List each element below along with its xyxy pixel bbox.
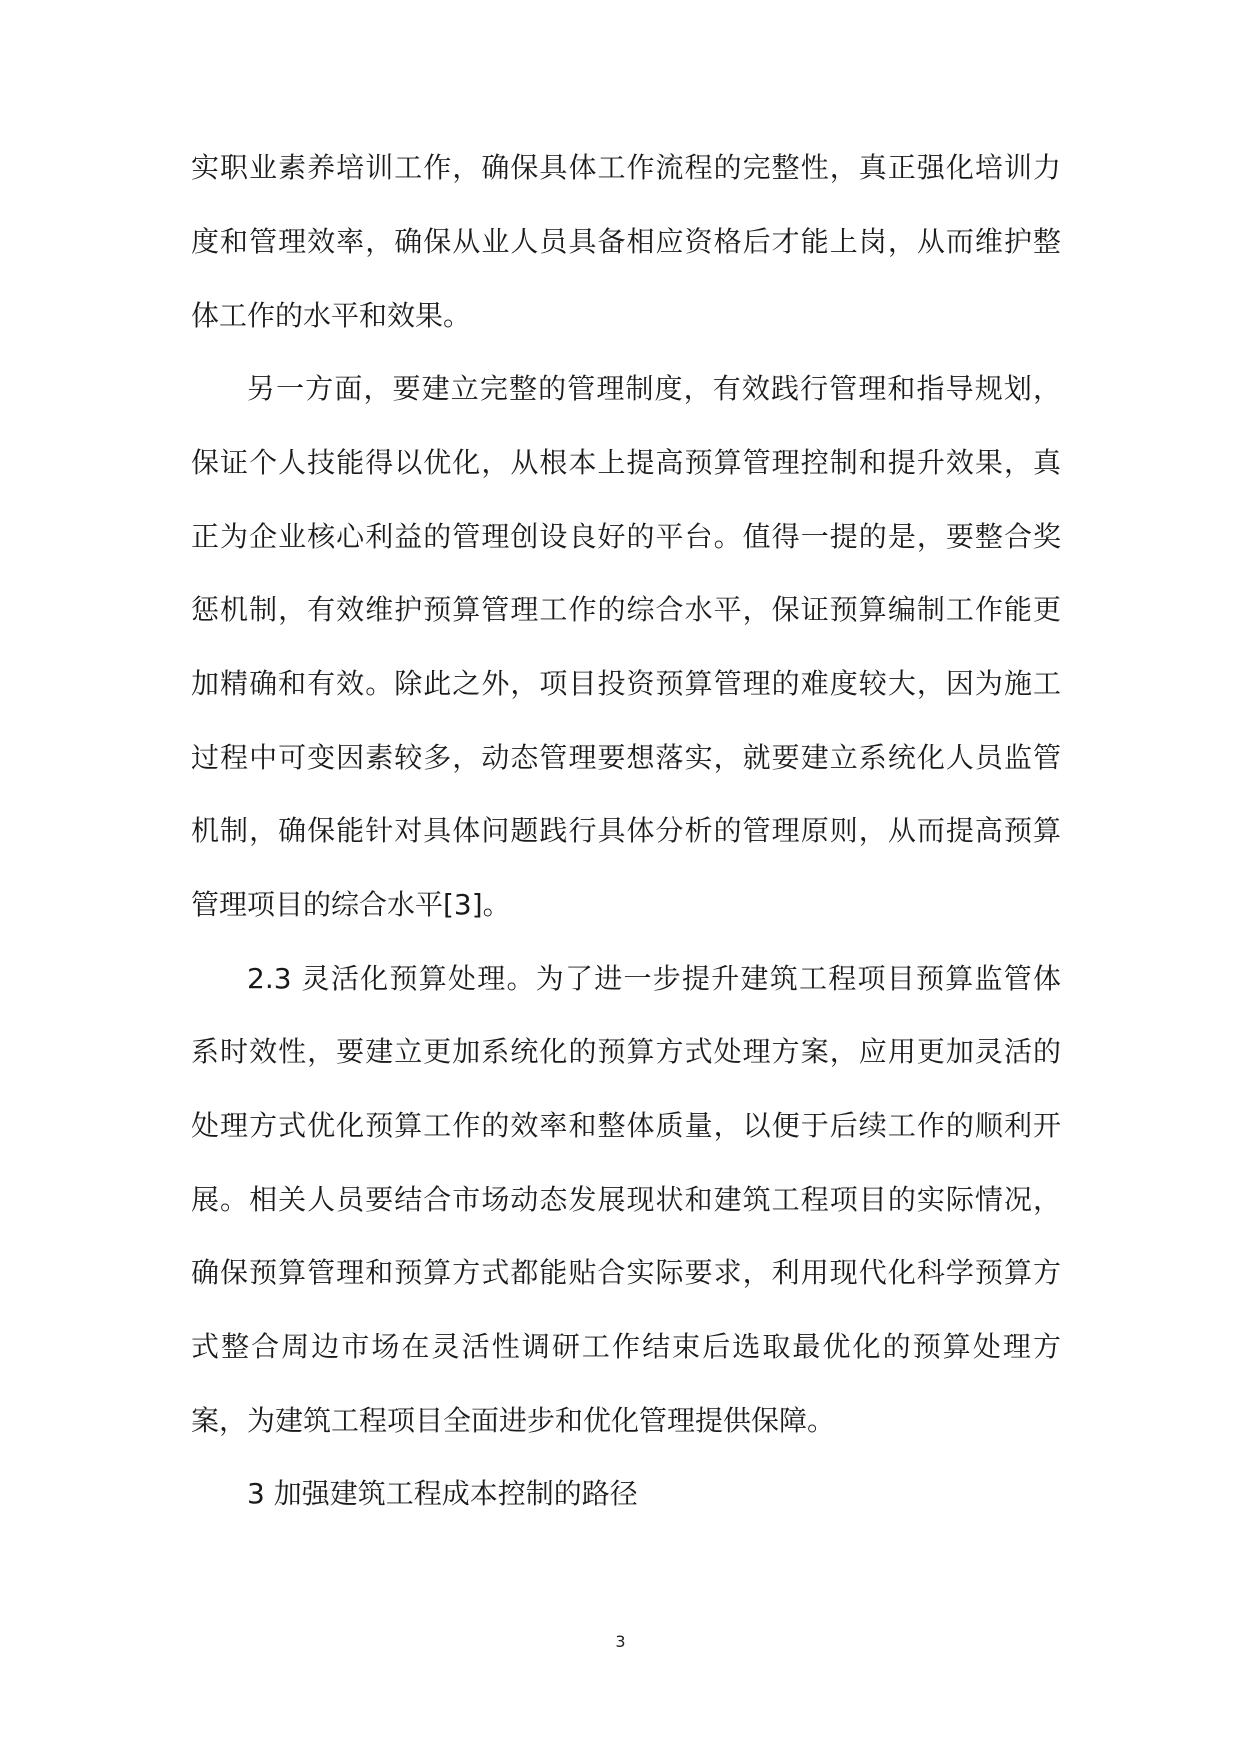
paragraph-3-line-7: 案，为建筑工程项目全面进步和优化管理提供保障。 xyxy=(191,1404,836,1437)
paragraph-2-line-5: 加精确和有效。除此之外，项目投资预算管理的难度较大，因为施工 xyxy=(191,667,1061,700)
paragraph-3-line-2: 系时效性，要建立更加系统化的预算方式处理方案，应用更加灵活的 xyxy=(191,1035,1061,1068)
paragraph-1-line-1: 实职业素养培训工作，确保具体工作流程的完整性，真正强化培训力 xyxy=(191,151,1061,184)
paragraph-1-line-3: 体工作的水平和效果。 xyxy=(191,299,472,332)
paragraph-3-line-3: 处理方式优化预算工作的效率和整体质量，以便于后续工作的顺利开 xyxy=(191,1109,1061,1142)
section-heading: 3 加强建筑工程成本控制的路径 xyxy=(247,1477,638,1510)
paragraph-2-line-1: 另一方面，要建立完整的管理制度，有效践行管理和指导规划， xyxy=(247,372,1061,405)
paragraph-3-line-5: 确保预算管理和预算方式都能贴合实际要求，利用现代化科学预算方 xyxy=(191,1256,1061,1289)
paragraph-1-line-2: 度和管理效率，确保从业人员具备相应资格后才能上岗，从而维护整 xyxy=(191,225,1061,258)
paragraph-2-line-8: 管理项目的综合水平[3]。 xyxy=(191,888,511,921)
paragraph-2-line-3: 正为企业核心利益的管理创设良好的平台。值得一提的是，要整合奖 xyxy=(191,520,1061,553)
paragraph-2-line-4: 惩机制，有效维护预算管理工作的综合水平，保证预算编制工作能更 xyxy=(191,593,1061,626)
paragraph-3-line-1: 2.3 灵活化预算处理。为了进一步提升建筑工程项目预算监管体 xyxy=(247,962,1061,995)
paragraph-3-line-6: 式整合周边市场在灵活性调研工作结束后选取最优化的预算处理方 xyxy=(191,1330,1061,1363)
paragraph-2-line-7: 机制，确保能针对具体问题践行具体分析的管理原则，从而提高预算 xyxy=(191,814,1061,847)
page-number: 3 xyxy=(615,1632,626,1651)
paragraph-3-line-4: 展。相关人员要结合市场动态发展现状和建筑工程项目的实际情况， xyxy=(191,1183,1061,1216)
paragraph-2-line-6: 过程中可变因素较多，动态管理要想落实，就要建立系统化人员监管 xyxy=(191,741,1061,774)
paragraph-2-line-2: 保证个人技能得以优化，从根本上提高预算管理控制和提升效果，真 xyxy=(191,446,1061,479)
